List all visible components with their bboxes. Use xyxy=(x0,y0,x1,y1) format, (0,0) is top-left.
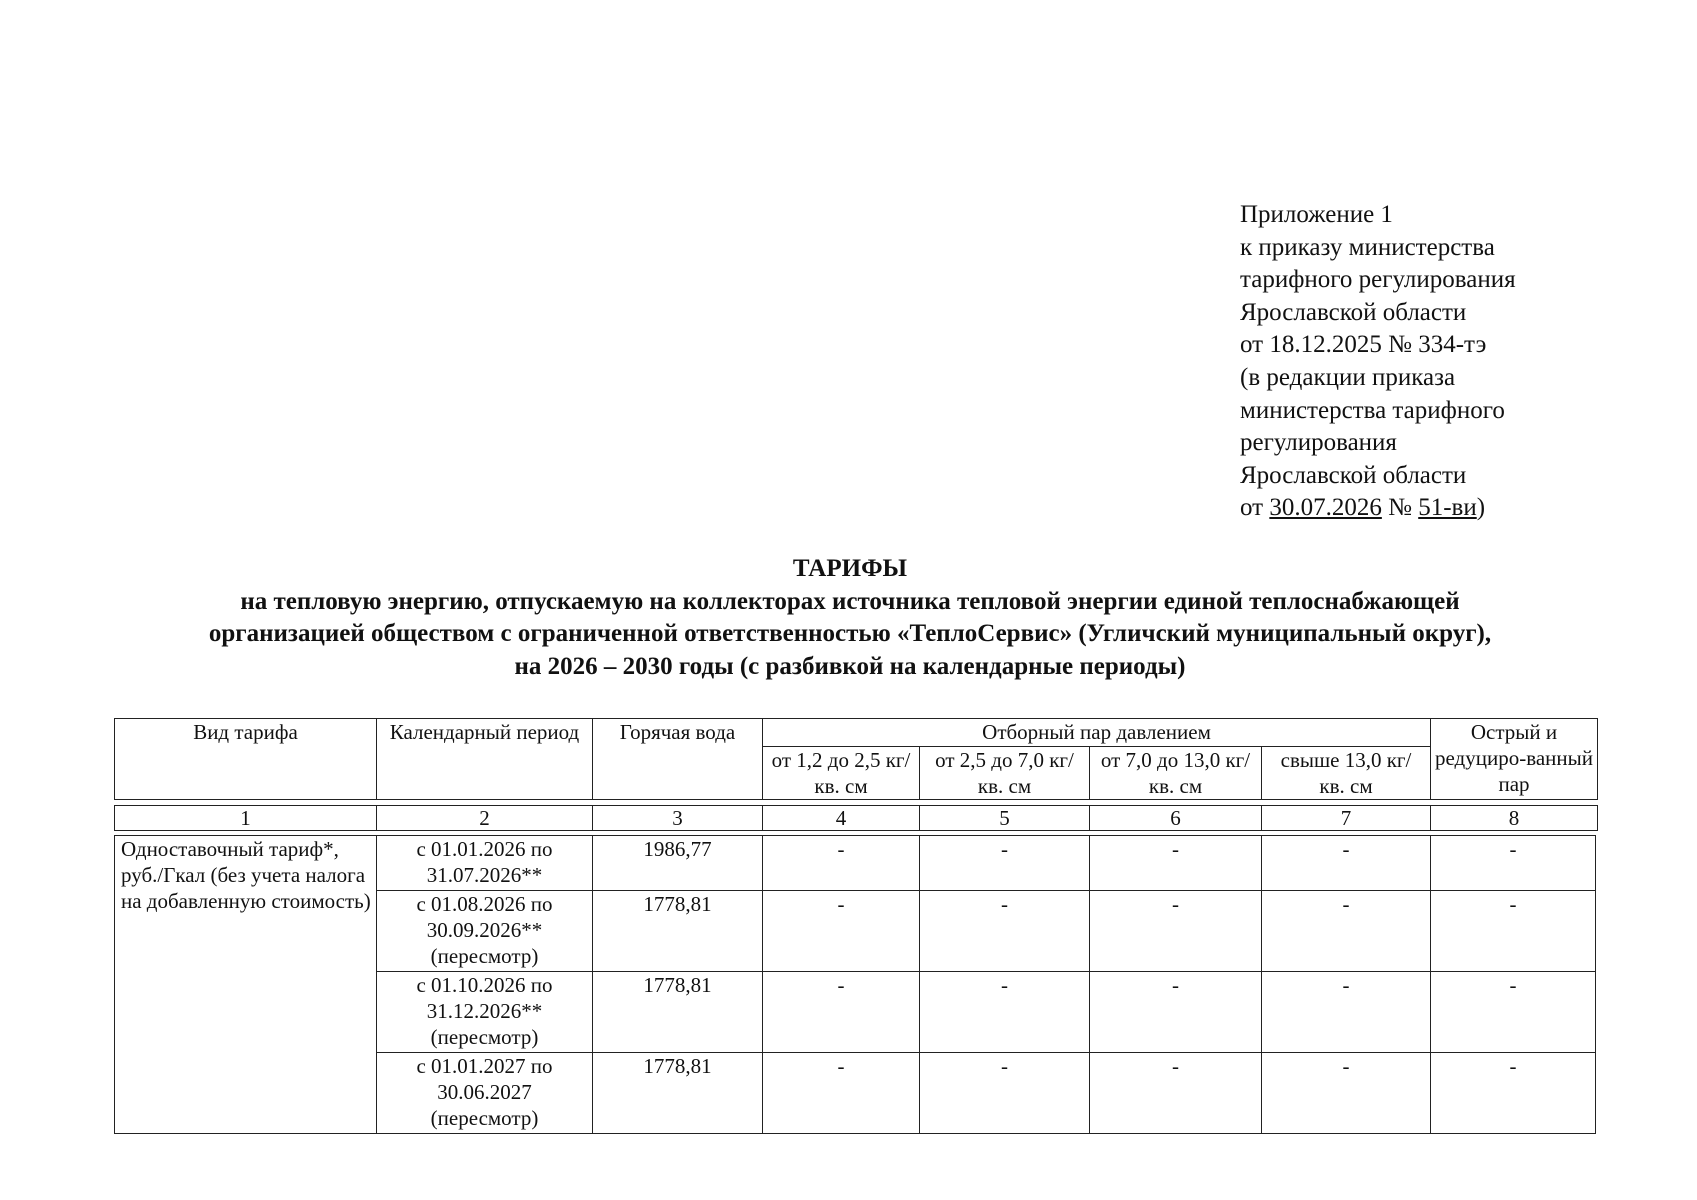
steam-2-cell: - xyxy=(920,1053,1090,1134)
period-cell: с 01.08.2026 по 30.09.2026** (пересмотр) xyxy=(377,891,593,972)
column-number: 4 xyxy=(763,806,920,831)
title-line: организацией обществом с ограниченной ответственностью «ТеплоСервис» (Угличский муниципальный округ), xyxy=(208,620,1492,647)
hot-water-cell: 1986,77 xyxy=(593,836,763,891)
steam-3-cell: - xyxy=(1090,1053,1262,1134)
header-steam-4: свыше 13,0 кг/ кв. см xyxy=(1262,747,1431,800)
column-number: 1 xyxy=(115,806,377,831)
steam-1-cell: - xyxy=(763,1053,920,1134)
steam-1-cell: - xyxy=(763,891,920,972)
order-date: 30.07.2026 xyxy=(1269,494,1382,522)
column-number: 7 xyxy=(1262,806,1431,831)
column-number: 6 xyxy=(1090,806,1262,831)
header-period: Календарный период xyxy=(377,719,593,800)
appendix-line: к приказу министерства xyxy=(1240,233,1495,261)
hot-water-cell: 1778,81 xyxy=(593,891,763,972)
order-prefix: от xyxy=(1240,494,1270,522)
order-number-sign: № xyxy=(1381,494,1419,522)
sharp-steam-cell: - xyxy=(1431,1053,1596,1134)
order-suffix: ) xyxy=(1476,494,1486,522)
tariff-table-header xyxy=(114,718,1598,800)
order-number: 51-ви xyxy=(1418,494,1477,522)
tariff-label: Одноставочный тариф*, руб./Гкал (без учета налога на добавленную стоимость) xyxy=(115,836,377,1134)
appendix-line: Ярославской области xyxy=(1240,461,1467,489)
steam-4-cell: - xyxy=(1262,836,1431,891)
appendix-line: Ярославской области xyxy=(1240,298,1467,326)
sharp-steam-cell: - xyxy=(1431,836,1596,891)
header-hot-water: Горячая вода xyxy=(593,719,763,800)
steam-3-cell: - xyxy=(1090,836,1262,891)
title-heading: ТАРИФЫ xyxy=(792,555,908,582)
period-cell: с 01.01.2027 по 30.06.2027 (пересмотр) xyxy=(377,1053,593,1134)
appendix-line: от 18.12.2025 № 334-тэ xyxy=(1240,331,1487,359)
steam-2-cell: - xyxy=(920,972,1090,1053)
steam-2-cell: - xyxy=(920,836,1090,891)
table-row xyxy=(115,836,1596,891)
hot-water-cell: 1778,81 xyxy=(593,972,763,1053)
period-cell: с 01.10.2026 по 31.12.2026** (пересмотр) xyxy=(377,972,593,1053)
appendix-line: министерства тарифного xyxy=(1240,396,1505,424)
header-tariff-type: Вид тарифа xyxy=(115,719,377,800)
tariff-table-body xyxy=(114,835,1596,1134)
sharp-steam-cell: - xyxy=(1431,891,1596,972)
column-number: 8 xyxy=(1431,806,1598,831)
header-steam-2: от 2,5 до 7,0 кг/ кв. см xyxy=(920,747,1090,800)
sharp-steam-cell: - xyxy=(1431,972,1596,1053)
title-line: на 2026 – 2030 годы (с разбивкой на календарные периоды) xyxy=(514,652,1186,680)
hot-water-cell: 1778,81 xyxy=(593,1053,763,1134)
appendix-line: (в редакции приказа xyxy=(1240,363,1456,391)
period-cell: с 01.01.2026 по 31.07.2026** xyxy=(377,836,593,891)
column-number: 3 xyxy=(593,806,763,831)
column-number: 5 xyxy=(920,806,1090,831)
appendix-line: регулирования xyxy=(1240,429,1397,457)
header-steam-1: от 1,2 до 2,5 кг/ кв. см xyxy=(763,747,920,800)
steam-4-cell: - xyxy=(1262,891,1431,972)
appendix-line-order xyxy=(1240,492,1516,525)
column-number: 2 xyxy=(377,806,593,831)
header-steam-3: от 7,0 до 13,0 кг/ кв. см xyxy=(1090,747,1262,800)
header-sharp-steam: Острый и редуциро-ванный пар xyxy=(1431,719,1598,800)
steam-3-cell: - xyxy=(1090,972,1262,1053)
header-steam-group: Отборный пар давлением xyxy=(763,719,1431,747)
steam-4-cell: - xyxy=(1262,1053,1431,1134)
title-line: на тепловую энергию, отпускаемую на коллекторах источника тепловой энергии единой теплоснабжающей xyxy=(240,587,1460,615)
document-title xyxy=(110,553,1590,683)
appendix-line: тарифного регулирования xyxy=(1240,266,1516,294)
steam-1-cell: - xyxy=(763,836,920,891)
appendix-block xyxy=(1240,199,1516,525)
steam-1-cell: - xyxy=(763,972,920,1053)
column-numbers xyxy=(114,805,1598,831)
steam-4-cell: - xyxy=(1262,972,1431,1053)
steam-3-cell: - xyxy=(1090,891,1262,972)
steam-2-cell: - xyxy=(920,891,1090,972)
appendix-line: Приложение 1 xyxy=(1240,201,1393,228)
